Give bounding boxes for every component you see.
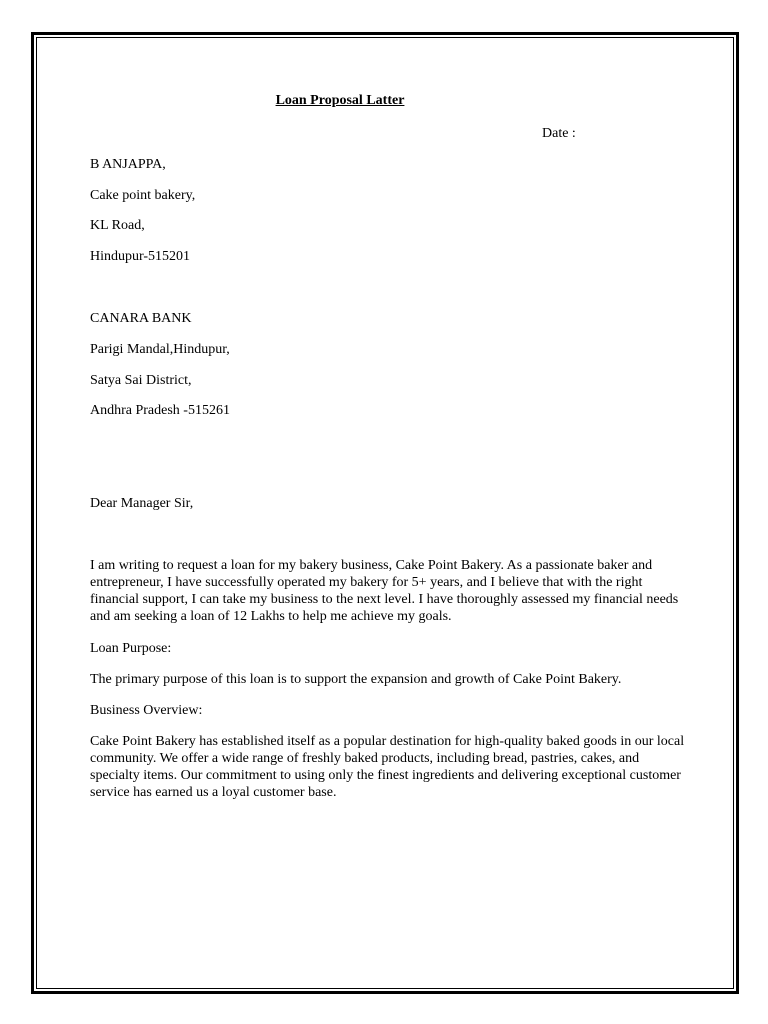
date-label: Date : [542,126,576,141]
recipient-state: Andhra Pradesh -515261 [90,403,230,418]
recipient-bank: CANARA BANK [90,311,192,326]
sender-name: B ANJAPPA, [90,157,166,172]
sender-business: Cake point bakery, [90,188,196,203]
business-overview-paragraph: Cake Point Bakery has established itself as a popular destination for high-quality baked goods in our local community. We offer a wide range of freshly baked products, including bread, pastries, cakes, and specialty items. Our commitment to using only the finest ingredients and delivering exceptional customer service has earned us a loyal customer base. [90,734,685,800]
loan-purpose-text: The primary purpose of this loan is to support the expansion and growth of Cake Point Bakery. [90,672,622,687]
recipient-district: Satya Sai District, [90,373,192,388]
business-overview-heading: Business Overview: [90,703,203,718]
sender-street: KL Road, [90,218,145,233]
intro-paragraph: I am writing to request a loan for my bakery business, Cake Point Bakery. As a passionate baker and entrepreneur, I have successfully operated my bakery for 5+ years, and I believe that with the right financial support, I can take my business to the next level. I have thoroughly assessed my financial needs and am seeking a loan of 12 Lakhs to help me achieve my goals. [90,558,679,624]
letter-title: Loan Proposal Latter [275,93,405,108]
salutation: Dear Manager Sir, [90,496,194,511]
loan-purpose-heading: Loan Purpose: [90,641,172,656]
page-border-inner [36,37,734,989]
sender-city: Hindupur-515201 [90,249,191,264]
recipient-mandal: Parigi Mandal,Hindupur, [90,342,230,357]
